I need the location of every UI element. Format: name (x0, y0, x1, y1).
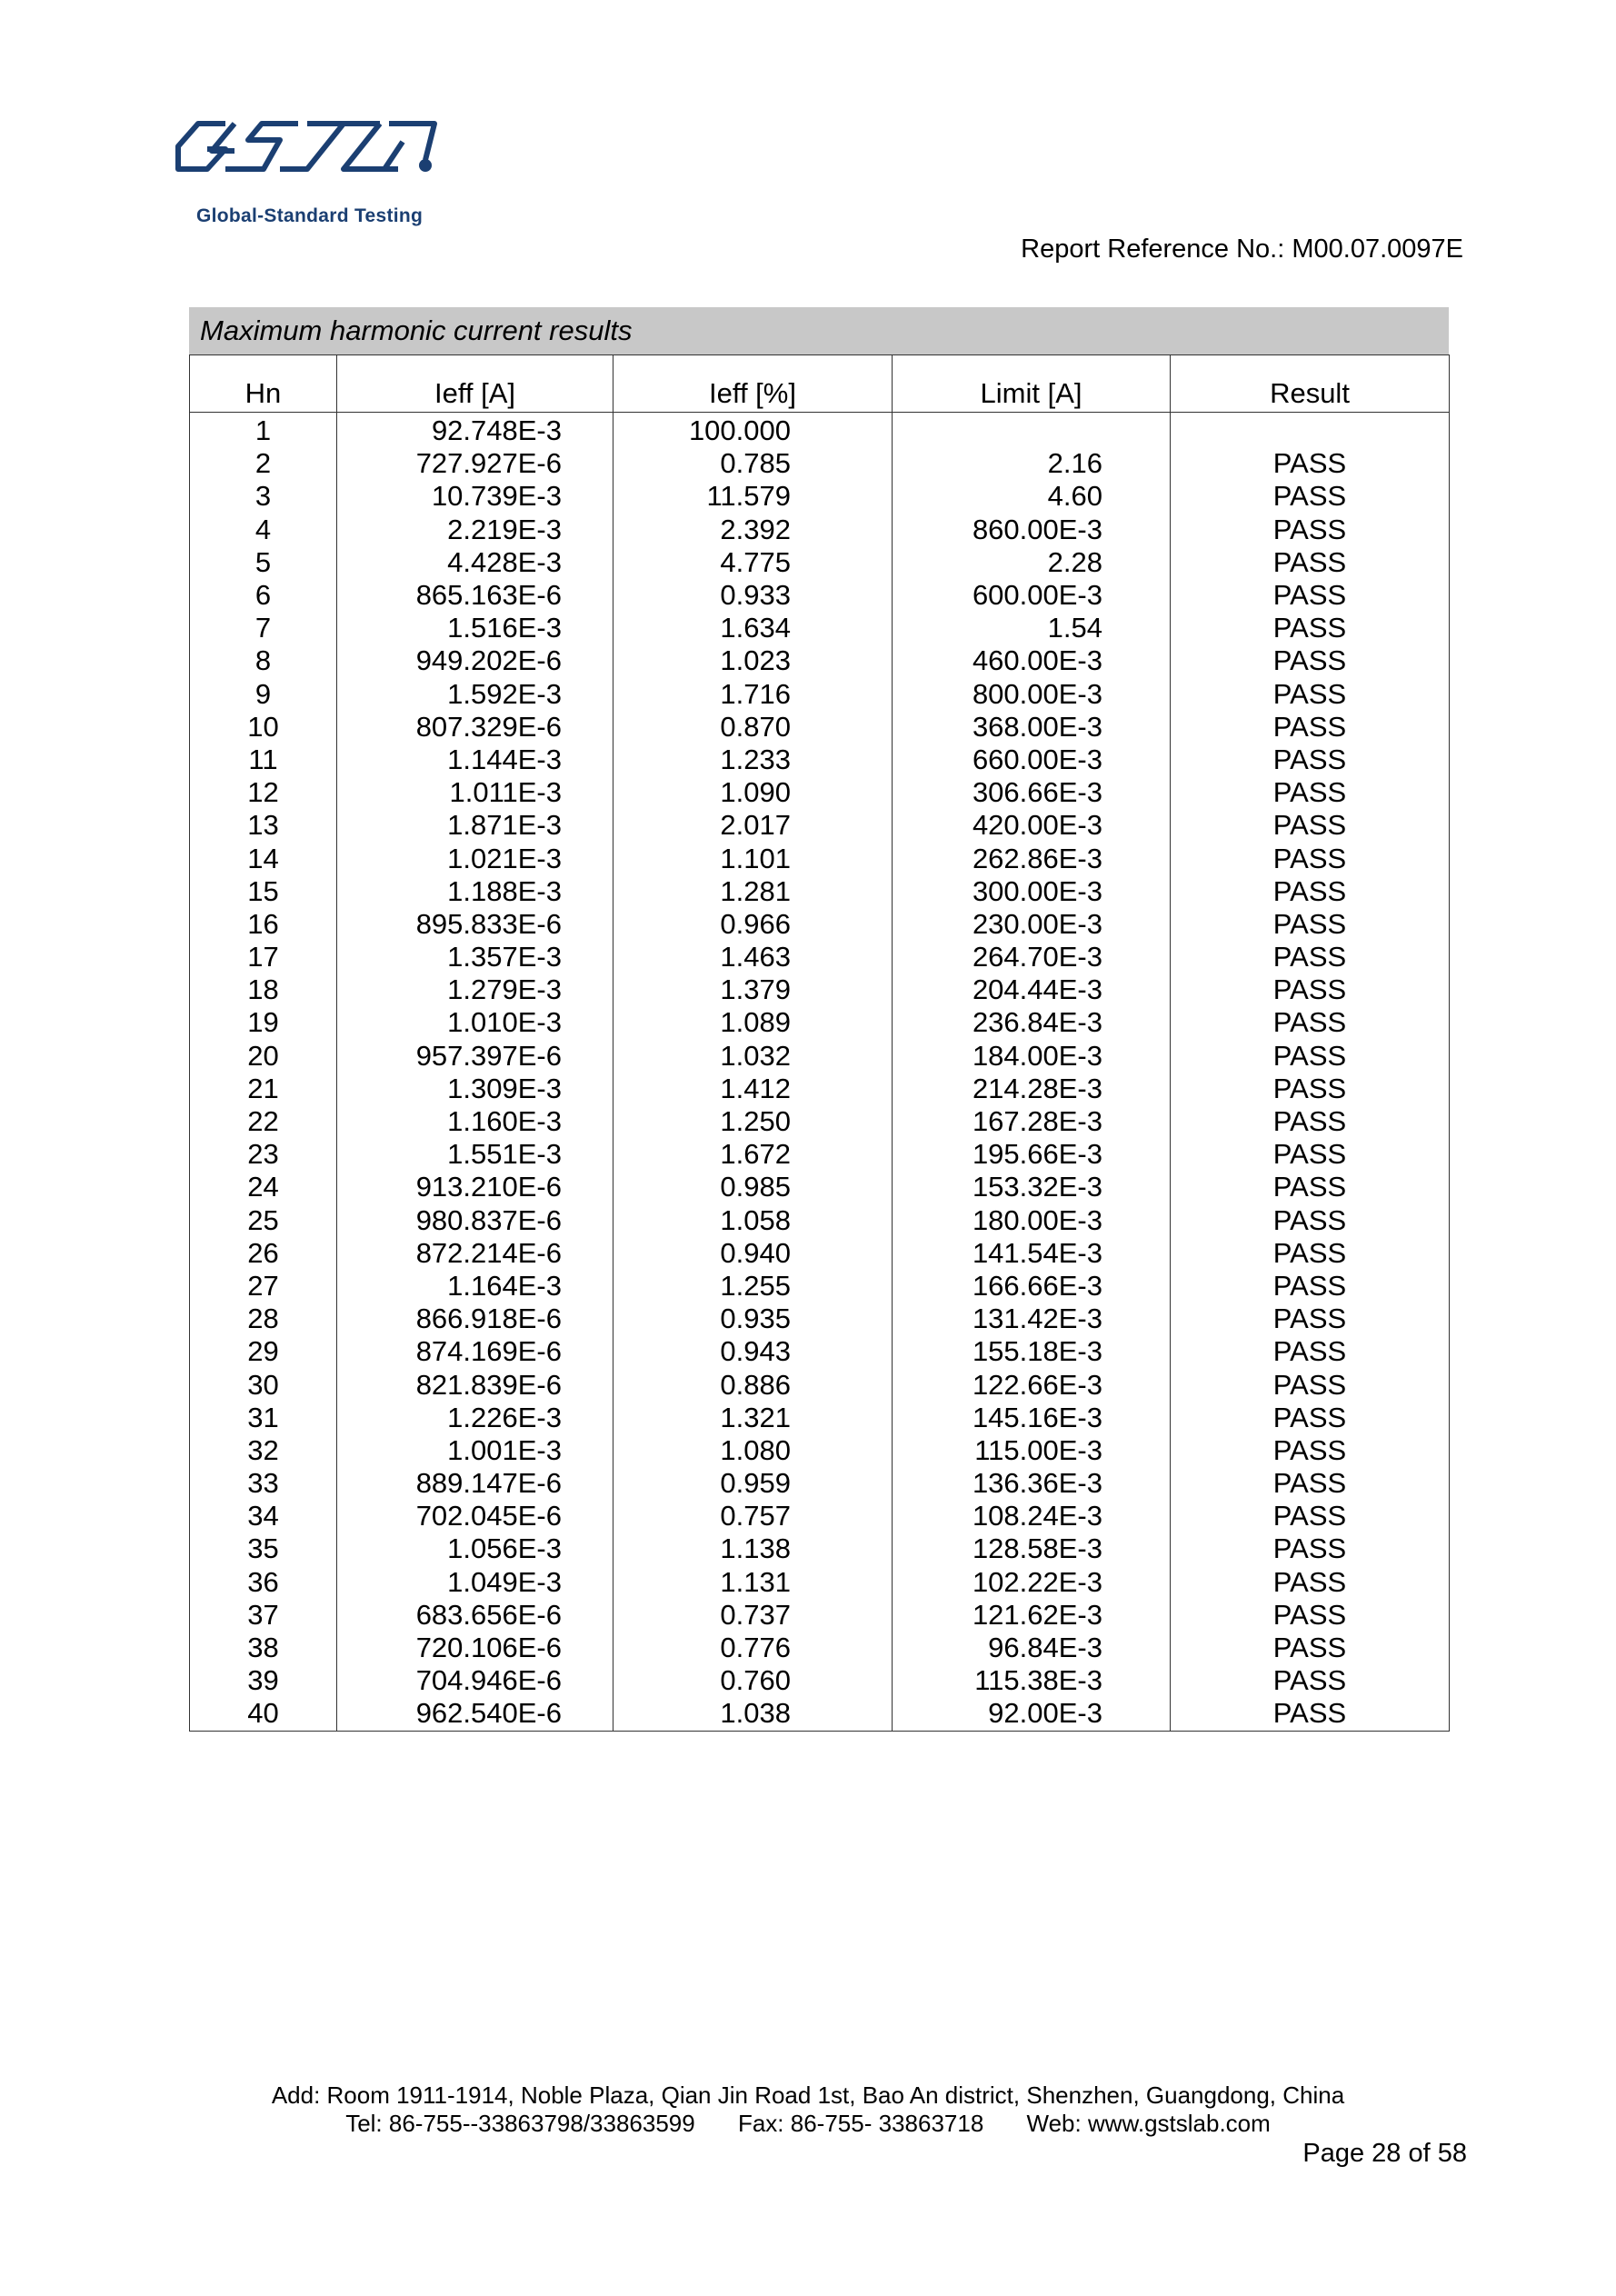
cell-result: PASS (1171, 1073, 1450, 1105)
cell-result: PASS (1171, 1599, 1450, 1632)
cell-ieff-a: 1.011E-3 (337, 776, 613, 809)
cell-ieff-a: 949.202E-6 (337, 644, 613, 677)
cell-limit: 204.44E-3 (893, 973, 1171, 1006)
cell-limit: 4.60 (893, 480, 1171, 513)
cell-result: PASS (1171, 908, 1450, 941)
cell-ieff-a: 1.592E-3 (337, 678, 613, 711)
cell-result: PASS (1171, 579, 1450, 612)
cell-ieff-a: 1.049E-3 (337, 1566, 613, 1599)
table-row (190, 644, 1450, 677)
footer-address: Add: Room 1911-1914, Noble Plaza, Qian Jin Road 1st, Bao An district, Shenzhen, Guangdong, China (271, 2081, 1345, 2109)
cell-limit: 600.00E-3 (893, 579, 1171, 612)
table-row (190, 546, 1450, 579)
cell-hn: 18 (190, 973, 337, 1006)
cell-ieff-pct: 0.870 (613, 711, 893, 744)
cell-result: PASS (1171, 1303, 1450, 1335)
table-row (190, 1599, 1450, 1632)
report-reference: Report Reference No.: M00.07.0097E (1021, 235, 1463, 264)
harmonic-results-section (189, 307, 1449, 1732)
cell-limit: 460.00E-3 (893, 644, 1171, 677)
cell-hn: 32 (190, 1434, 337, 1467)
cell-ieff-a: 10.739E-3 (337, 480, 613, 513)
cell-ieff-pct: 0.757 (613, 1500, 893, 1532)
cell-ieff-a: 1.516E-3 (337, 612, 613, 644)
cell-limit: 800.00E-3 (893, 678, 1171, 711)
cell-hn: 1 (190, 413, 337, 448)
cell-result: PASS (1171, 744, 1450, 776)
cell-ieff-pct: 0.737 (613, 1599, 893, 1632)
cell-result: PASS (1171, 1204, 1450, 1237)
table-row (190, 1270, 1450, 1303)
cell-hn: 31 (190, 1402, 337, 1434)
cell-ieff-a: 889.147E-6 (337, 1467, 613, 1500)
cell-limit: 236.84E-3 (893, 1006, 1171, 1039)
cell-hn: 21 (190, 1073, 337, 1105)
cell-hn: 20 (190, 1040, 337, 1073)
table-row (190, 1402, 1450, 1434)
table-row (190, 1335, 1450, 1368)
cell-result: PASS (1171, 1335, 1450, 1368)
table-row (190, 1500, 1450, 1532)
cell-hn: 23 (190, 1138, 337, 1171)
cell-hn: 19 (190, 1006, 337, 1039)
cell-ieff-pct: 1.032 (613, 1040, 893, 1073)
table-row (190, 744, 1450, 776)
cell-hn: 24 (190, 1171, 337, 1203)
cell-ieff-a: 913.210E-6 (337, 1171, 613, 1203)
cell-hn: 40 (190, 1697, 337, 1731)
cell-hn: 30 (190, 1368, 337, 1401)
table-row (190, 875, 1450, 908)
cell-result: PASS (1171, 1632, 1450, 1664)
table-row (190, 1632, 1450, 1664)
cell-ieff-pct: 0.785 (613, 447, 893, 480)
cell-ieff-pct: 0.886 (613, 1368, 893, 1401)
cell-limit: 92.00E-3 (893, 1697, 1171, 1731)
cell-ieff-pct: 1.634 (613, 612, 893, 644)
cell-ieff-pct: 0.933 (613, 579, 893, 612)
cell-limit: 262.86E-3 (893, 842, 1171, 874)
column-header-hn: Hn (190, 355, 337, 413)
cell-result: PASS (1171, 1270, 1450, 1303)
cell-hn: 38 (190, 1632, 337, 1664)
cell-ieff-pct: 1.131 (613, 1566, 893, 1599)
cell-ieff-a: 874.169E-6 (337, 1335, 613, 1368)
cell-ieff-a: 957.397E-6 (337, 1040, 613, 1073)
cell-result: PASS (1171, 480, 1450, 513)
footer (0, 2081, 1616, 2138)
table-row (190, 842, 1450, 874)
cell-hn: 12 (190, 776, 337, 809)
cell-limit: 180.00E-3 (893, 1204, 1171, 1237)
cell-ieff-a: 1.010E-3 (337, 1006, 613, 1039)
cell-ieff-a: 866.918E-6 (337, 1303, 613, 1335)
cell-limit: 166.66E-3 (893, 1270, 1171, 1303)
cell-limit: 860.00E-3 (893, 514, 1171, 546)
footer-fax: Fax: 86-755- 33863718 (737, 2110, 984, 2137)
cell-ieff-a: 727.927E-6 (337, 447, 613, 480)
table-row (190, 1434, 1450, 1467)
cell-ieff-pct: 1.281 (613, 875, 893, 908)
section-title: Maximum harmonic current results (189, 307, 1449, 354)
cell-ieff-a: 1.357E-3 (337, 941, 613, 973)
table-row (190, 678, 1450, 711)
gst-logo-icon (171, 115, 462, 205)
cell-result: PASS (1171, 1566, 1450, 1599)
cell-limit: 214.28E-3 (893, 1073, 1171, 1105)
cell-ieff-pct: 0.935 (613, 1303, 893, 1335)
cell-hn: 28 (190, 1303, 337, 1335)
cell-ieff-a: 962.540E-6 (337, 1697, 613, 1731)
table-row (190, 1006, 1450, 1039)
table-row (190, 908, 1450, 941)
cell-hn: 9 (190, 678, 337, 711)
cell-ieff-pct: 1.233 (613, 744, 893, 776)
cell-ieff-a: 865.163E-6 (337, 579, 613, 612)
footer-contact (0, 2110, 1616, 2138)
cell-ieff-pct: 1.321 (613, 1402, 893, 1434)
cell-limit: 136.36E-3 (893, 1467, 1171, 1500)
table-row (190, 480, 1450, 513)
cell-result: PASS (1171, 809, 1450, 842)
table-row (190, 973, 1450, 1006)
cell-hn: 17 (190, 941, 337, 973)
cell-limit: 108.24E-3 (893, 1500, 1171, 1532)
table-row (190, 711, 1450, 744)
cell-ieff-pct: 1.463 (613, 941, 893, 973)
cell-hn: 26 (190, 1237, 337, 1270)
table-row (190, 514, 1450, 546)
cell-ieff-a: 821.839E-6 (337, 1368, 613, 1401)
cell-ieff-pct: 1.412 (613, 1073, 893, 1105)
cell-ieff-a: 4.428E-3 (337, 546, 613, 579)
cell-limit: 420.00E-3 (893, 809, 1171, 842)
cell-ieff-pct: 1.090 (613, 776, 893, 809)
cell-hn: 5 (190, 546, 337, 579)
cell-limit: 2.28 (893, 546, 1171, 579)
footer-tel: Tel: 86-755--33863798/33863599 (345, 2110, 695, 2137)
cell-ieff-pct: 1.672 (613, 1138, 893, 1171)
cell-result: PASS (1171, 1006, 1450, 1039)
table-row (190, 941, 1450, 973)
cell-hn: 7 (190, 612, 337, 644)
table-row (190, 1368, 1450, 1401)
cell-limit: 264.70E-3 (893, 941, 1171, 973)
cell-ieff-pct: 1.138 (613, 1532, 893, 1565)
cell-ieff-pct: 1.080 (613, 1434, 893, 1467)
cell-hn: 8 (190, 644, 337, 677)
cell-ieff-a: 720.106E-6 (337, 1632, 613, 1664)
cell-result: PASS (1171, 1434, 1450, 1467)
cell-ieff-a: 1.021E-3 (337, 842, 613, 874)
cell-limit: 2.16 (893, 447, 1171, 480)
cell-ieff-a: 683.656E-6 (337, 1599, 613, 1632)
cell-ieff-pct: 100.000 (613, 413, 893, 448)
cell-limit: 230.00E-3 (893, 908, 1171, 941)
cell-ieff-pct: 1.038 (613, 1697, 893, 1731)
cell-ieff-pct: 1.058 (613, 1204, 893, 1237)
cell-hn: 11 (190, 744, 337, 776)
cell-ieff-pct: 4.775 (613, 546, 893, 579)
footer-web: Web: www.gstslab.com (1026, 2110, 1271, 2137)
cell-ieff-a: 1.164E-3 (337, 1270, 613, 1303)
column-header-result: Result (1171, 355, 1450, 413)
column-header-limit: Limit [A] (893, 355, 1171, 413)
cell-ieff-a: 1.001E-3 (337, 1434, 613, 1467)
cell-limit: 141.54E-3 (893, 1237, 1171, 1270)
cell-limit: 167.28E-3 (893, 1105, 1171, 1138)
cell-limit: 128.58E-3 (893, 1532, 1171, 1565)
logo-text: Global-Standard Testing (196, 205, 424, 226)
cell-result: PASS (1171, 973, 1450, 1006)
cell-ieff-a: 1.056E-3 (337, 1532, 613, 1565)
cell-ieff-pct: 1.101 (613, 842, 893, 874)
cell-hn: 4 (190, 514, 337, 546)
cell-limit: 145.16E-3 (893, 1402, 1171, 1434)
cell-hn: 33 (190, 1467, 337, 1500)
table-row (190, 413, 1450, 448)
cell-ieff-a: 1.188E-3 (337, 875, 613, 908)
cell-result: PASS (1171, 776, 1450, 809)
cell-hn: 14 (190, 842, 337, 874)
cell-limit: 153.32E-3 (893, 1171, 1171, 1203)
table-row (190, 1073, 1450, 1105)
cell-result: PASS (1171, 1138, 1450, 1171)
cell-limit: 184.00E-3 (893, 1040, 1171, 1073)
cell-ieff-pct: 1.089 (613, 1006, 893, 1039)
cell-ieff-pct: 11.579 (613, 480, 893, 513)
cell-hn: 16 (190, 908, 337, 941)
cell-limit: 115.00E-3 (893, 1434, 1171, 1467)
cell-ieff-a: 980.837E-6 (337, 1204, 613, 1237)
cell-ieff-a: 1.871E-3 (337, 809, 613, 842)
cell-limit: 131.42E-3 (893, 1303, 1171, 1335)
cell-hn: 6 (190, 579, 337, 612)
cell-ieff-pct: 0.966 (613, 908, 893, 941)
cell-result (1171, 413, 1450, 448)
cell-limit: 1.54 (893, 612, 1171, 644)
cell-result: PASS (1171, 1237, 1450, 1270)
cell-ieff-a: 807.329E-6 (337, 711, 613, 744)
table-row (190, 1171, 1450, 1203)
cell-hn: 27 (190, 1270, 337, 1303)
cell-hn: 15 (190, 875, 337, 908)
cell-limit: 300.00E-3 (893, 875, 1171, 908)
table-row (190, 1237, 1450, 1270)
table-body (190, 413, 1450, 1732)
table-row (190, 1204, 1450, 1237)
cell-result: PASS (1171, 678, 1450, 711)
harmonic-table (189, 354, 1450, 1732)
table-row (190, 1138, 1450, 1171)
cell-result: PASS (1171, 1105, 1450, 1138)
cell-result: PASS (1171, 1532, 1450, 1565)
table-row (190, 1303, 1450, 1335)
cell-ieff-pct: 0.776 (613, 1632, 893, 1664)
cell-result: PASS (1171, 1040, 1450, 1073)
cell-ieff-a: 1.309E-3 (337, 1073, 613, 1105)
cell-limit: 96.84E-3 (893, 1632, 1171, 1664)
cell-ieff-pct: 0.940 (613, 1237, 893, 1270)
cell-ieff-pct: 1.716 (613, 678, 893, 711)
cell-limit: 115.38E-3 (893, 1664, 1171, 1697)
cell-ieff-pct: 2.017 (613, 809, 893, 842)
cell-hn: 3 (190, 480, 337, 513)
cell-result: PASS (1171, 941, 1450, 973)
cell-ieff-a: 1.160E-3 (337, 1105, 613, 1138)
table-row (190, 447, 1450, 480)
cell-hn: 2 (190, 447, 337, 480)
cell-result: PASS (1171, 447, 1450, 480)
cell-ieff-a: 1.144E-3 (337, 744, 613, 776)
page-number: Page 28 of 58 (1302, 2139, 1467, 2168)
table-row (190, 1532, 1450, 1565)
cell-ieff-a: 704.946E-6 (337, 1664, 613, 1697)
cell-result: PASS (1171, 842, 1450, 874)
cell-result: PASS (1171, 1500, 1450, 1532)
cell-result: PASS (1171, 1171, 1450, 1203)
cell-hn: 37 (190, 1599, 337, 1632)
table-row (190, 579, 1450, 612)
cell-result: PASS (1171, 644, 1450, 677)
cell-ieff-a: 1.226E-3 (337, 1402, 613, 1434)
cell-hn: 13 (190, 809, 337, 842)
cell-limit: 102.22E-3 (893, 1566, 1171, 1599)
cell-limit: 122.66E-3 (893, 1368, 1171, 1401)
cell-hn: 39 (190, 1664, 337, 1697)
cell-ieff-a: 1.279E-3 (337, 973, 613, 1006)
cell-hn: 35 (190, 1532, 337, 1565)
cell-ieff-pct: 1.250 (613, 1105, 893, 1138)
cell-limit: 195.66E-3 (893, 1138, 1171, 1171)
cell-hn: 34 (190, 1500, 337, 1532)
cell-ieff-pct: 0.760 (613, 1664, 893, 1697)
cell-ieff-a: 702.045E-6 (337, 1500, 613, 1532)
cell-result: PASS (1171, 875, 1450, 908)
cell-ieff-a: 2.219E-3 (337, 514, 613, 546)
company-logo (171, 115, 471, 229)
cell-result: PASS (1171, 1368, 1450, 1401)
column-header-ieff-pct: Ieff [%] (613, 355, 893, 413)
cell-limit: 306.66E-3 (893, 776, 1171, 809)
cell-ieff-pct: 1.023 (613, 644, 893, 677)
cell-result: PASS (1171, 1697, 1450, 1731)
cell-result: PASS (1171, 514, 1450, 546)
cell-ieff-pct: 0.943 (613, 1335, 893, 1368)
cell-ieff-a: 1.551E-3 (337, 1138, 613, 1171)
cell-limit: 660.00E-3 (893, 744, 1171, 776)
cell-ieff-a: 92.748E-3 (337, 413, 613, 448)
cell-hn: 10 (190, 711, 337, 744)
cell-result: PASS (1171, 1402, 1450, 1434)
cell-ieff-a: 895.833E-6 (337, 908, 613, 941)
table-row (190, 1105, 1450, 1138)
cell-ieff-a: 872.214E-6 (337, 1237, 613, 1270)
cell-result: PASS (1171, 1664, 1450, 1697)
cell-ieff-pct: 1.379 (613, 973, 893, 1006)
table-row (190, 1697, 1450, 1731)
cell-limit: 155.18E-3 (893, 1335, 1171, 1368)
table-row (190, 809, 1450, 842)
cell-result: PASS (1171, 711, 1450, 744)
cell-limit (893, 413, 1171, 448)
table-row (190, 1467, 1450, 1500)
table-row (190, 1664, 1450, 1697)
cell-limit: 121.62E-3 (893, 1599, 1171, 1632)
cell-ieff-pct: 1.255 (613, 1270, 893, 1303)
cell-hn: 25 (190, 1204, 337, 1237)
cell-hn: 29 (190, 1335, 337, 1368)
cell-result: PASS (1171, 546, 1450, 579)
cell-result: PASS (1171, 612, 1450, 644)
cell-ieff-pct: 2.392 (613, 514, 893, 546)
table-row (190, 612, 1450, 644)
table-row (190, 1040, 1450, 1073)
cell-ieff-pct: 0.959 (613, 1467, 893, 1500)
table-row (190, 776, 1450, 809)
cell-ieff-pct: 0.985 (613, 1171, 893, 1203)
table-header-row (190, 355, 1450, 413)
cell-hn: 36 (190, 1566, 337, 1599)
cell-hn: 22 (190, 1105, 337, 1138)
cell-result: PASS (1171, 1467, 1450, 1500)
table-row (190, 1566, 1450, 1599)
column-header-ieff-a: Ieff [A] (337, 355, 613, 413)
cell-limit: 368.00E-3 (893, 711, 1171, 744)
